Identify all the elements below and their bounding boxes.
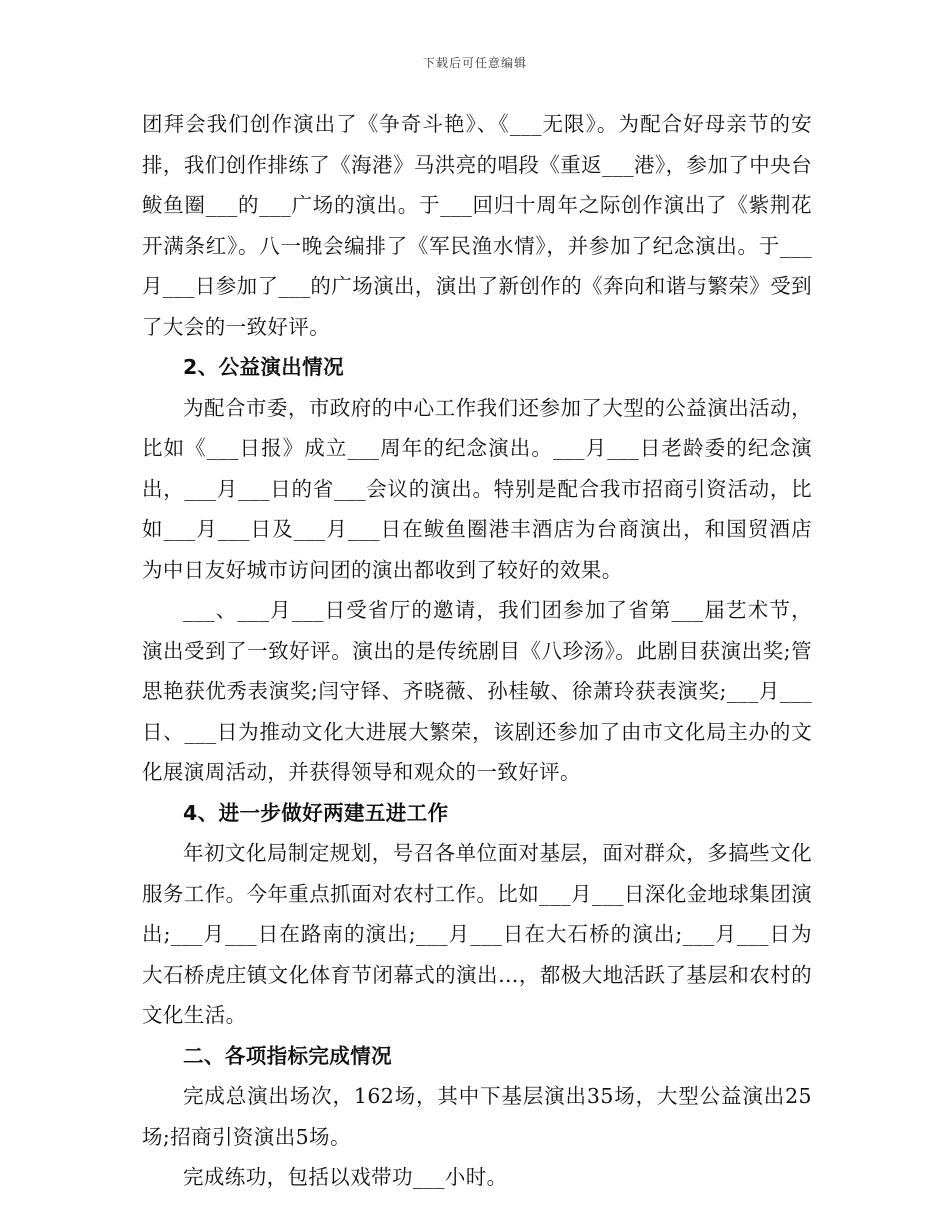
document-body [142,104,812,1198]
paragraph-public-welfare: 为配合市委，市政府的中心工作我们还参加了大型的公益演出活动，比如《___日报》成立___周年的纪念演出。___月___日老龄委的纪念演出，___月___日的省___会议的演出。特别是配合我市招商引资活动，比如___月___日及___月___日在鲅鱼圈港丰酒店为台商演出，和国贸酒店为中日友好城市访问团的演出都收到了较好的效果。 [142,395,812,582]
section-heading-indicators: 二、各项指标完成情况 [183,1043,392,1068]
section-heading-public-welfare: 2、公益演出情况 [183,355,344,379]
paragraph-performance-count: 完成总演出场次，162场，其中下基层演出35场，大型公益演出25场;招商引资演出5场。 [142,1084,812,1149]
section-heading-grassroots: 4、进一步做好两建五进工作 [183,800,449,825]
paragraph-training-hours: 完成练功，包括以戏带功___小时。 [183,1165,508,1189]
paragraph-grassroots: 年初文化局制定规划，号召各单位面对基层，面对群众，多搞些文化服务工作。今年重点抓面对农村工作。比如___月___日深化金地球集团演出;___月___日在路南的演出;___月___日在大石桥的演出;___月___日为大石桥虎庄镇文化体育节闭幕式的演出…，都极大地活跃了基层和农村的文化生活。 [142,841,812,1027]
paragraph-art-festival: ___、___月___日受省厅的邀请，我们团参加了省第___届艺术节，演出受到了一致好评。演出的是传统剧目《八珍汤》。此剧目获演出奖;管思艳获优秀表演奖;闫守铎、齐晓薇、孙桂敏、徐萧玲获表演奖;___月___日、___日为推动文化大进展大繁荣，该剧还参加了由市文化局主办的文化展演周活动，并获得领导和观众的一致好评。 [142,598,812,784]
paragraph-performances-intro: 团拜会我们创作演出了《争奇斗艳》、《___无限》。为配合好母亲节的安排，我们创作排练了《海港》马洪亮的唱段《重返___港》，参加了中央台鲅鱼圈___的___广场的演出。于___回归十周年之际创作演出了《紫荆花开满条红》。八一晚会编排了《军民渔水情》，并参加了纪念演出。于___月___日参加了___的广场演出，演出了新创作的《奔向和谐与繁荣》受到了大会的一致好评。 [142,112,812,339]
page-header: 下载后可任意编辑 [422,56,527,70]
